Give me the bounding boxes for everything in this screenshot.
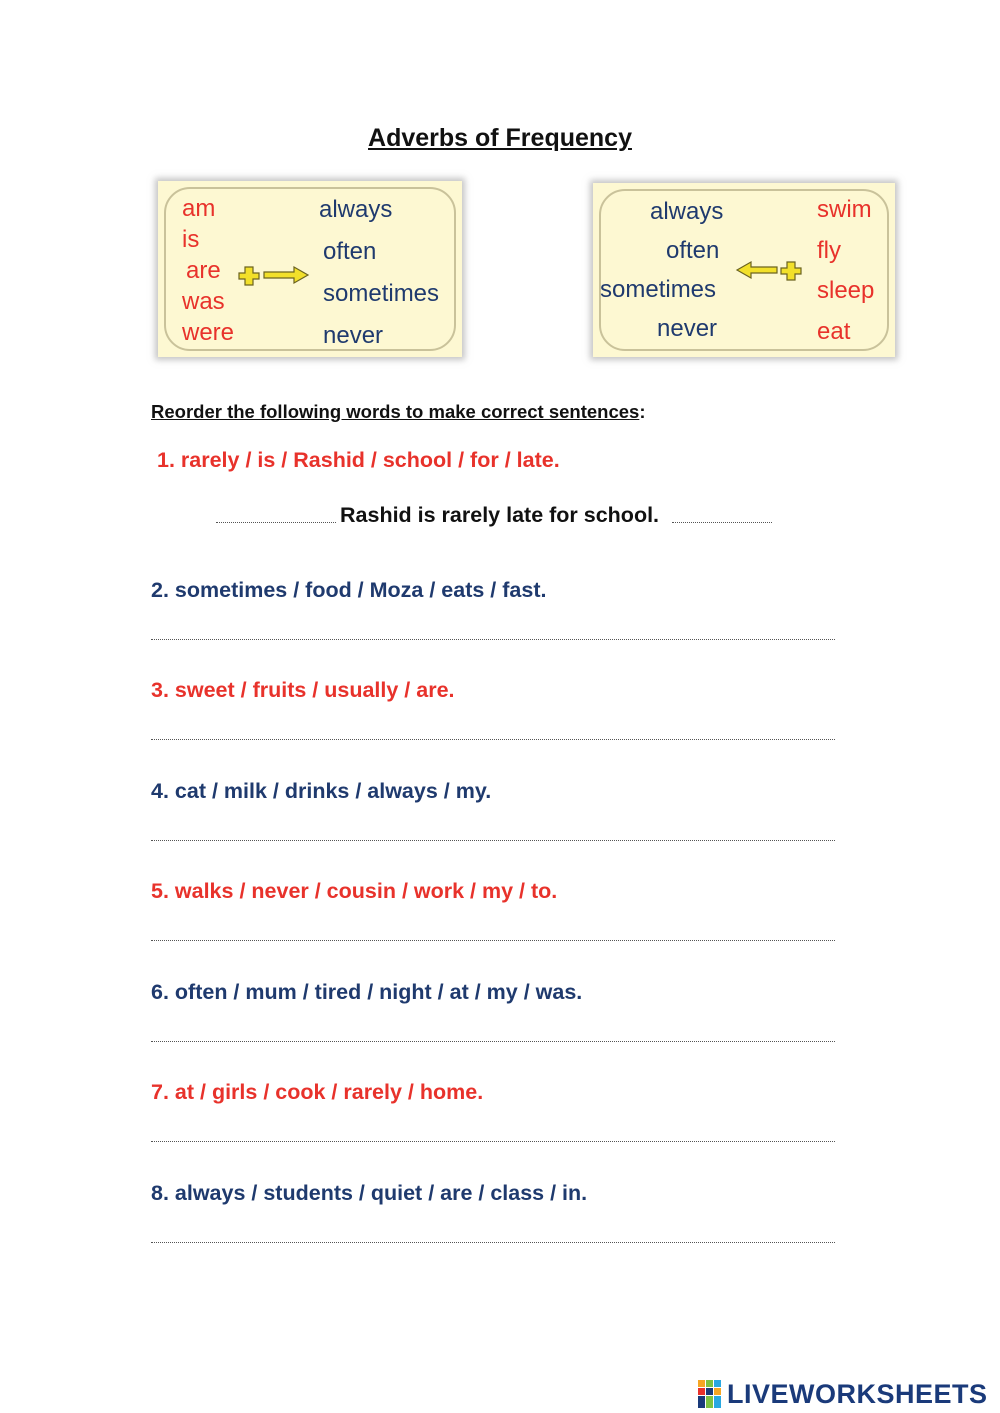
verb-word: am: [182, 195, 216, 222]
adverb-word: always: [319, 196, 393, 223]
instruction-text: [151, 401, 646, 423]
adverb-word: always: [650, 198, 724, 225]
question-prompt: 8. always / students / quiet / are / class / in.: [151, 1181, 588, 1205]
adverb-word: often: [323, 238, 377, 265]
action-verbs-card: [593, 183, 895, 357]
instruction-label: Reorder the following words to make correct sentences: [151, 401, 640, 422]
answer-line[interactable]: [151, 940, 835, 941]
answer-line[interactable]: [151, 639, 835, 640]
answer-line[interactable]: [151, 739, 835, 740]
verb-word: were: [182, 319, 235, 346]
example-answer-row: [216, 501, 772, 531]
verb-word: fly: [817, 237, 841, 264]
question-prompt: 6. often / mum / tired / night / at / my / was.: [151, 980, 583, 1004]
adverb-word: never: [323, 322, 384, 349]
example-prompt: 1. rarely / is / Rashid / school / for / late.: [157, 448, 560, 472]
question-prompt: 5. walks / never / cousin / work / my / to.: [151, 879, 558, 903]
verb-word: are: [186, 257, 221, 284]
example-answer: Rashid is rarely late for school.: [340, 503, 660, 527]
adverb-word: often: [666, 237, 720, 264]
adverb-word: sometimes: [600, 276, 717, 303]
answer-line[interactable]: [151, 1141, 835, 1142]
be-verbs-card: [158, 181, 462, 357]
question-prompt: 4. cat / milk / drinks / always / my.: [151, 779, 492, 803]
question-prompt: 7. at / girls / cook / rarely / home.: [151, 1080, 484, 1104]
question-prompt: 2. sometimes / food / Moza / eats / fast.: [151, 578, 547, 602]
liveworksheets-logo: [697, 1377, 988, 1411]
verb-word: swim: [817, 196, 872, 223]
question-prompt: 3. sweet / fruits / usually / are.: [151, 678, 455, 702]
verb-word: is: [182, 226, 200, 253]
instruction-colon: :: [639, 401, 646, 422]
plus-right-arrow-icon: [238, 263, 313, 287]
verb-word: sleep: [817, 277, 875, 304]
answer-line[interactable]: [151, 840, 835, 841]
dotted-line: [672, 522, 772, 523]
liveworksheets-logo-icon: [697, 1379, 723, 1409]
plus-left-arrow-icon: [735, 258, 803, 282]
answer-line[interactable]: [151, 1242, 835, 1243]
dotted-line: [216, 522, 336, 523]
verb-word: was: [182, 288, 225, 315]
verb-word: eat: [817, 318, 851, 345]
adverb-word: sometimes: [323, 280, 440, 307]
adverb-word: never: [657, 315, 718, 342]
page-title: Adverbs of Frequency: [368, 124, 632, 152]
answer-line[interactable]: [151, 1041, 835, 1042]
liveworksheets-wordmark: LIVEWORKSHEETS: [727, 1378, 988, 1409]
